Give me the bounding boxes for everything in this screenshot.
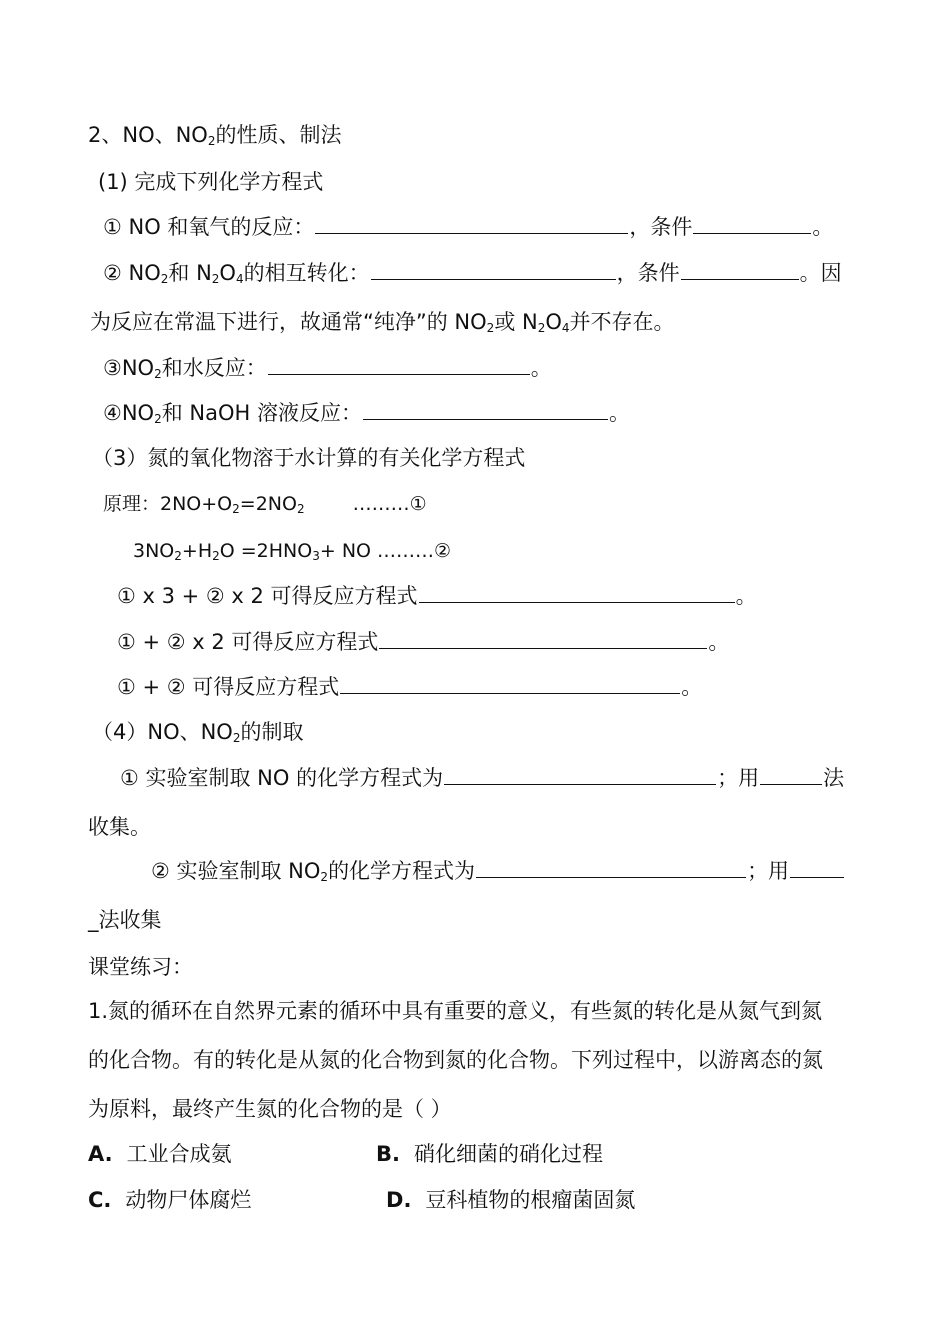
condition-label: ，条件 bbox=[616, 261, 680, 285]
answer-blank[interactable] bbox=[340, 673, 680, 694]
subscript: 2 bbox=[212, 549, 220, 563]
option-dot: . bbox=[103, 1188, 112, 1212]
lab2-text: ② 实验室制取 NO bbox=[151, 859, 321, 883]
subscript: 2 bbox=[211, 272, 220, 286]
part4-heading-text: （4）NO、NO bbox=[92, 720, 233, 744]
item2-line2 bbox=[90, 308, 675, 336]
subscript: 3 bbox=[312, 549, 320, 563]
answer-blank[interactable] bbox=[379, 628, 707, 649]
item1-line bbox=[103, 213, 833, 241]
method-blank[interactable] bbox=[760, 764, 822, 785]
option-text: 硝化细菌的硝化过程 bbox=[414, 1142, 603, 1166]
period: 。 bbox=[530, 356, 552, 380]
title-text-end: 的性质、制法 bbox=[215, 123, 342, 147]
combo2-line bbox=[117, 628, 729, 656]
period: 。 bbox=[812, 215, 834, 239]
subscript: 2 bbox=[160, 272, 169, 286]
period: 。 bbox=[735, 584, 757, 608]
item2-text: O bbox=[219, 261, 236, 285]
subscript: 2 bbox=[320, 870, 329, 884]
option-letter: B bbox=[376, 1142, 393, 1166]
condition-blank[interactable] bbox=[693, 213, 811, 234]
subscript: 2 bbox=[232, 502, 240, 516]
eq2-text: +H bbox=[181, 540, 213, 562]
item2-text: 和 N bbox=[168, 261, 212, 285]
option-dot: . bbox=[392, 1142, 400, 1166]
subscript: 2 bbox=[537, 321, 546, 335]
option-text: 豆科植物的根瘤菌固氮 bbox=[425, 1188, 636, 1212]
subscript: 2 bbox=[296, 502, 305, 516]
principle-text: 原理：2NO+O bbox=[103, 493, 233, 515]
lab1-line2: 收集。 bbox=[88, 815, 151, 839]
combo1-text: ① x 3 + ② x 2 可得反应方程式 bbox=[117, 584, 418, 608]
lab1-text: ；用 bbox=[717, 766, 760, 790]
period: 。 bbox=[708, 630, 730, 654]
part1-heading: (1) 完成下列化学方程式 bbox=[98, 170, 324, 194]
subscript: 4 bbox=[235, 272, 244, 286]
subscript: 2 bbox=[174, 549, 182, 563]
combo1-line bbox=[117, 582, 757, 610]
eq2-text: O =2HNO bbox=[219, 540, 313, 562]
method-blank[interactable] bbox=[790, 857, 844, 878]
eq2-text: 3NO bbox=[133, 540, 175, 562]
item3-line bbox=[103, 354, 552, 382]
item4-label: ④NO bbox=[103, 401, 155, 425]
note-text: O bbox=[545, 310, 562, 334]
question1-line2: 的化合物。有的转化是从氮的化合物到氮的化合物。下列过程中，以游离态的氮 bbox=[88, 1048, 823, 1072]
principle-text: =2NO bbox=[239, 493, 297, 515]
option-letter: C bbox=[88, 1188, 104, 1212]
lab2-line2: _法收集 bbox=[88, 908, 162, 932]
subscript: 4 bbox=[561, 321, 570, 335]
option-a[interactable] bbox=[88, 1140, 232, 1168]
eq2-text: + NO ………② bbox=[319, 540, 452, 562]
lab1-text: 法 bbox=[823, 766, 845, 790]
option-d[interactable] bbox=[386, 1186, 635, 1214]
principle-line bbox=[103, 490, 427, 518]
option-text: 动物尸体腐烂 bbox=[125, 1188, 252, 1212]
item2-text: 的相互转化： bbox=[243, 261, 370, 285]
note-text: 或 N bbox=[494, 310, 538, 334]
part4-heading bbox=[92, 718, 303, 746]
lab2-text: 的化学方程式为 bbox=[328, 859, 476, 883]
option-b[interactable] bbox=[376, 1140, 603, 1168]
condition-blank[interactable] bbox=[681, 259, 799, 280]
answer-blank[interactable] bbox=[315, 213, 628, 234]
answer-blank[interactable] bbox=[476, 857, 746, 878]
eq1-marker: ………① bbox=[352, 493, 427, 515]
option-text: 工业合成氨 bbox=[126, 1142, 232, 1166]
item3-text: 和水反应： bbox=[161, 356, 267, 380]
option-dot: . bbox=[403, 1188, 412, 1212]
option-letter: D bbox=[386, 1188, 404, 1212]
lab1-line bbox=[120, 764, 844, 792]
answer-blank[interactable] bbox=[419, 582, 735, 603]
lab2-line bbox=[151, 857, 845, 885]
eq2-line bbox=[133, 537, 451, 565]
exercise-heading: 课堂练习： bbox=[88, 955, 193, 979]
combo3-line bbox=[117, 673, 702, 701]
combo2-text: ① + ② x 2 可得反应方程式 bbox=[117, 630, 379, 654]
answer-blank[interactable] bbox=[268, 354, 530, 375]
question1-line1: 1.氮的循环在自然界元素的循环中具有重要的意义，有些氮的转化是从氮气到氮 bbox=[88, 999, 823, 1023]
subscript: 2 bbox=[486, 321, 495, 335]
lab1-text: ① 实验室制取 NO 的化学方程式为 bbox=[120, 766, 444, 790]
option-letter: A bbox=[88, 1142, 105, 1166]
part3-heading: （3）氮的氧化物溶于水计算的有关化学方程式 bbox=[92, 446, 526, 470]
item2-label: ② NO bbox=[103, 261, 161, 285]
item4-text: 和 NaOH 溶液反应： bbox=[161, 401, 362, 425]
title-text: 2、NO、NO bbox=[88, 123, 208, 147]
item1-label: ① NO 和氧气的反应： bbox=[103, 215, 315, 239]
answer-blank[interactable] bbox=[371, 259, 616, 280]
answer-blank[interactable] bbox=[363, 399, 608, 420]
item3-label: ③NO bbox=[103, 356, 155, 380]
note-text: 为反应在常温下进行，故通常“纯净”的 NO bbox=[90, 310, 487, 334]
option-c[interactable] bbox=[88, 1186, 251, 1214]
subscript: 2 bbox=[232, 731, 241, 745]
answer-blank[interactable] bbox=[444, 764, 716, 785]
lab2-text: ；用 bbox=[747, 859, 790, 883]
item2-line bbox=[103, 259, 842, 287]
note-text: 并不存在。 bbox=[569, 310, 675, 334]
section-title bbox=[88, 121, 341, 149]
subscript: 2 bbox=[207, 134, 216, 148]
period: 。 bbox=[681, 675, 703, 699]
subscript: 2 bbox=[154, 367, 162, 381]
item2-tail: 。因 bbox=[799, 261, 842, 285]
condition-label: ，条件 bbox=[629, 215, 693, 239]
question1-line3: 为原料，最终产生氮的化合物的是（ ） bbox=[88, 1097, 452, 1121]
combo3-text: ① + ② 可得反应方程式 bbox=[117, 675, 340, 699]
option-dot: . bbox=[104, 1142, 113, 1166]
subscript: 2 bbox=[154, 412, 162, 426]
period: 。 bbox=[608, 401, 630, 425]
part4-heading-text: 的制取 bbox=[240, 720, 304, 744]
item4-line bbox=[103, 399, 630, 427]
